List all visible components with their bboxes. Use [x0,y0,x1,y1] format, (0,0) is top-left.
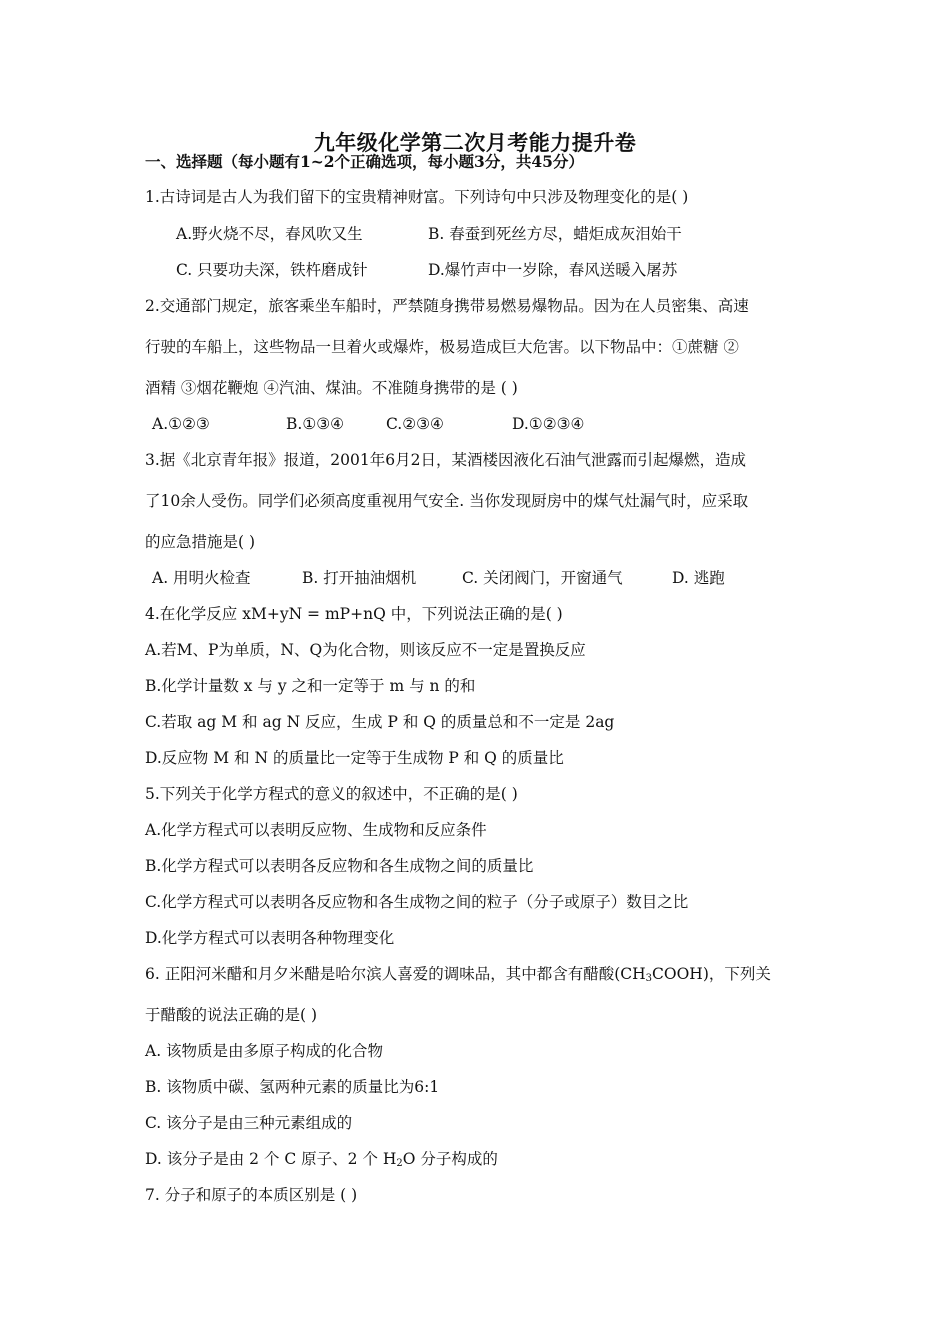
question-3-option-b: B. 打开抽油烟机 [302,569,417,587]
formula-subscript: 3 [645,973,653,984]
question-7-stem: 7. 分子和原子的本质区别是 ( ) [145,1186,358,1204]
question-6-option-b: B. 该物质中碳、氢两种元素的质量比为6:1 [145,1078,440,1096]
question-5-option-a: A.化学方程式可以表明反应物、生成物和反应条件 [145,821,487,839]
question-6-line-1 [145,964,771,989]
question-3-option-a: A. 用明火检查 [152,569,251,587]
question-3-option-d: D. 逃跑 [672,569,725,587]
question-3-line-3: 的应急措施是( ) [145,533,256,551]
question-2-option-b: B.①③④ [286,415,345,433]
question-3-line-1: 3.据《北京青年报》报道，2001年6月2日，某酒楼因液化石油气泄露而引起爆燃，造成 [145,451,746,469]
question-5-option-b: B.化学方程式可以表明各反应物和各生成物之间的质量比 [145,857,534,875]
question-3-line-2: 了10余人受伤。同学们必须高度重视用气安全. 当你发现厨房中的煤气灶漏气时，应采取 [145,492,749,510]
question-1-option-b: B. 春蚕到死丝方尽，蜡炬成灰泪始干 [428,225,682,243]
question-6-line-1-part-1: 6. 正阳河米醋和月夕米醋是哈尔滨人喜爱的调味品，其中都含有醋酸(CH [145,965,646,983]
question-6-option-a: A. 该物质是由多原子构成的化合物 [145,1042,384,1060]
question-4-stem: 4.在化学反应 xM+yN = mP+nQ 中，下列说法正确的是( ) [145,605,563,623]
question-4-option-a: A.若M、P为单质，N、Q为化合物，则该反应不一定是置换反应 [145,641,586,659]
question-1-option-c: C. 只要功夫深，铁杵磨成针 [176,261,368,279]
question-1-option-d: D.爆竹声中一岁除，春风送暖入屠苏 [428,261,678,279]
question-1-option-a: A.野火烧不尽，春风吹又生 [176,225,363,243]
question-2-option-a: A.①②③ [152,415,210,433]
question-2-line-1: 2.交通部门规定，旅客乘坐车船时，严禁随身携带易燃易爆物品。因为在人员密集、高速 [145,297,749,315]
section-heading: 一、选择题（每小题有1~2个正确选项，每小题3分，共45分） [145,152,584,171]
question-2-line-2: 行驶的车船上，这些物品一旦着火或爆炸，极易造成巨大危害。以下物品中：①蔗糖 ② [145,338,739,356]
question-5-stem: 5.下列关于化学方程式的意义的叙述中，不正确的是( ) [145,785,518,803]
question-3-option-c: C. 关闭阀门，开窗通气 [462,569,623,587]
question-5-option-c: C.化学方程式可以表明各反应物和各生成物之间的粒子（分子或原子）数目之比 [145,893,689,911]
question-5-option-d: D.化学方程式可以表明各种物理变化 [145,929,395,947]
question-6-option-d-part-1: D. 该分子是由 2 个 C 原子、2 个 H [145,1150,397,1168]
question-6-option-c: C. 该分子是由三种元素组成的 [145,1114,353,1132]
question-4-option-d: D.反应物 M 和 N 的质量比一定等于生成物 P 和 Q 的质量比 [145,749,564,767]
question-6-option-d-part-2: O 分子构成的 [402,1150,498,1168]
question-4-option-b: B.化学计量数 x 与 y 之和一定等于 m 与 n 的和 [145,677,476,695]
question-6-line-1-part-2: COOH)，下列关 [652,965,771,983]
question-1-stem: 1.古诗词是古人为我们留下的宝贵精神财富。下列诗句中只涉及物理变化的是( ) [145,188,689,206]
question-2-option-c: C.②③④ [386,415,444,433]
question-6-option-d [145,1149,498,1174]
question-2-option-d: D.①②③④ [512,415,585,433]
page-title: 九年级化学第二次月考能力提升卷 [313,130,637,155]
formula-subscript: 2 [396,1158,403,1169]
question-6-line-2: 于醋酸的说法正确的是( ) [145,1006,318,1024]
question-2-line-3: 酒精 ③烟花鞭炮 ④汽油、煤油。不准随身携带的是 ( ) [145,379,518,397]
question-4-option-c: C.若取 ag M 和 ag N 反应，生成 P 和 Q 的质量总和不一定是 2ag [145,713,615,731]
